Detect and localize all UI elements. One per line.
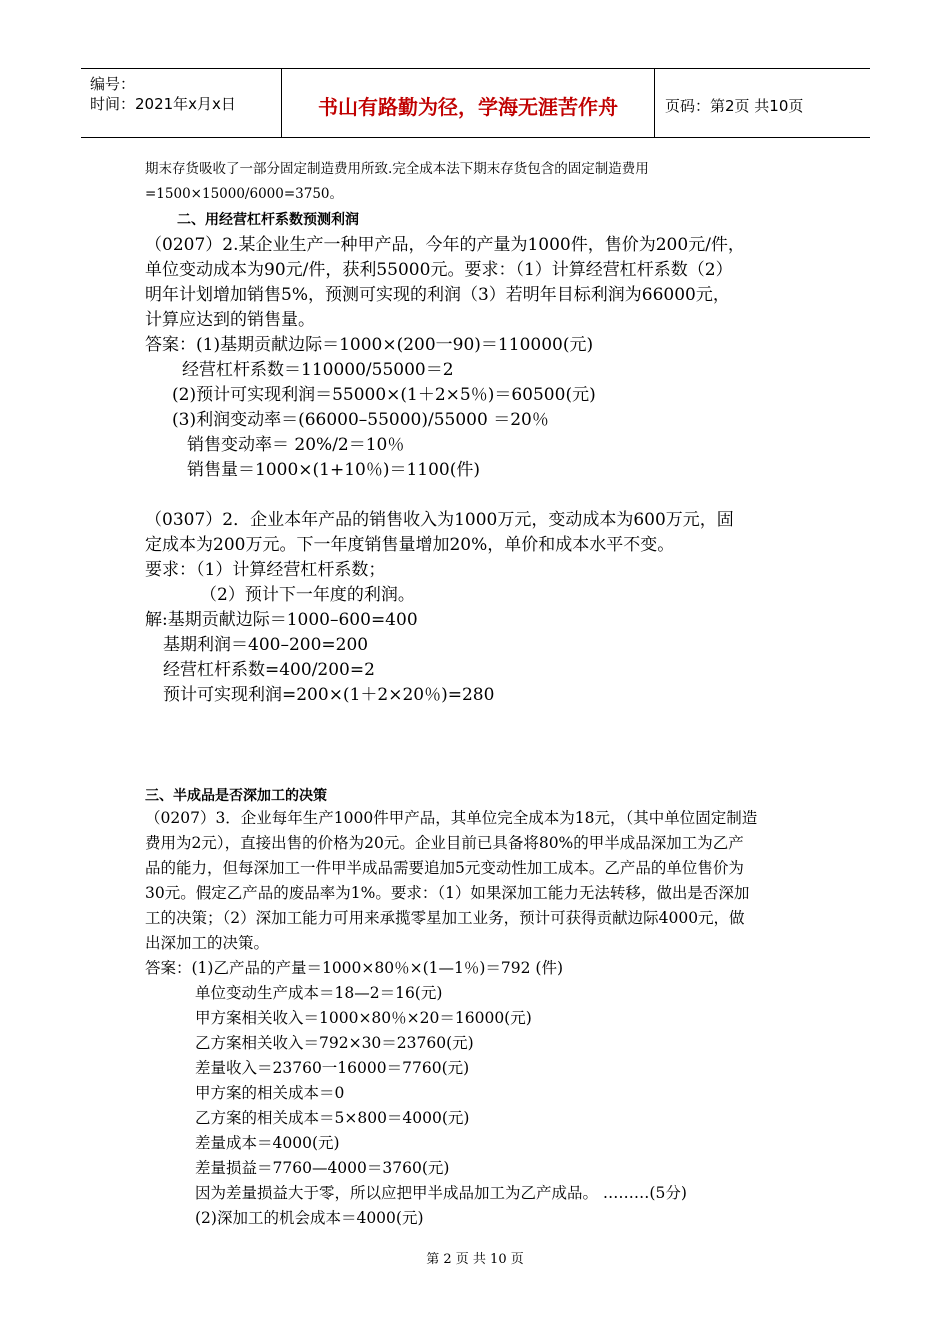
question-line: （0207）2.某企业生产一种甲产品，今年的产量为1000件，售价为200元/件， [145, 235, 745, 255]
question-line: 计算应达到的销售量。 [145, 310, 315, 330]
answer-line: 甲方案的相关成本＝0 [195, 1084, 345, 1102]
question-line: 定成本为200万元。下一年度销售量增加20%，单价和成本水平不变。 [145, 535, 675, 555]
answer-line: 答案：(1)基期贡献边际＝1000×(200一90)＝110000(元) [145, 335, 594, 355]
section-heading: 二、用经营杠杆系数预测利润 [177, 212, 359, 228]
answer-line: 乙方案的相关成本＝5×800＝4000(元) [195, 1109, 470, 1127]
question-line: （0307）2．企业本年产品的销售收入为1000万元，变动成本为600万元，固 [145, 510, 734, 530]
question-line: 品的能力，但每深加工一件甲半成品需要追加5元变动性加工成本。乙产品的单位售价为 [145, 859, 744, 877]
intro-line: =1500×15000/6000=3750。 [145, 186, 343, 202]
answer-line: 乙方案相关收入＝792×30＝23760(元) [195, 1034, 474, 1052]
answer-line: 基期利润＝400–200=200 [163, 635, 369, 655]
answer-line: 答案：(1)乙产品的产量＝1000×80％×(1—1％)＝792 (件) [145, 959, 564, 977]
answer-line: 差量收入＝23760一16000＝7760(元) [195, 1059, 470, 1077]
header-motto-cell [282, 69, 655, 137]
page-footer: 第 2 页 共 10 页 [426, 1252, 524, 1267]
answer-line: 销售变动率＝ 20%/2＝10％ [187, 435, 405, 455]
question-line: 单位变动成本为90元/件，获利55000元。要求：（1）计算经营杠杆系数（2） [145, 260, 733, 280]
header-page-cell [655, 69, 870, 137]
question-line: 工的决策；（2）深加工能力可用来承揽零星加工业务，预计可获得贡献边际4000元，做 [145, 909, 745, 927]
answer-line: 单位变动生产成本＝18—2＝16(元) [195, 984, 443, 1002]
answer-line: 预计可实现利润=200×(1＋2×20％)=280 [163, 685, 495, 705]
answer-line: (3)利润变动率＝(66000–55000)/55000 ＝20％ [172, 410, 549, 430]
question-line: （0207）3．企业每年生产1000件甲产品，其单位完全成本为18元，（其中单位固定制造 [145, 809, 758, 827]
section-heading: 三、半成品是否深加工的决策 [145, 788, 327, 804]
answer-line: (2)预计可实现利润＝55000×(1＋2×5％)＝60500(元) [172, 385, 596, 405]
answer-line: 经营杠杆系数＝110000/55000＝2 [182, 360, 454, 380]
date-label: 时间：2021年x月x日 [90, 95, 236, 113]
code-label: 编号： [90, 75, 136, 93]
header-meta-cell [81, 69, 282, 137]
intro-line: 期末存货吸收了一部分固定制造费用所致.完全成本法下期末存货包含的固定制造费用 [145, 161, 649, 177]
answer-line: 因为差量损益大于零，所以应把甲半成品加工为乙产成品。 ………(5分) [195, 1184, 687, 1202]
answer-line: 差量成本＝4000(元) [195, 1134, 340, 1152]
question-line: 出深加工的决策。 [145, 934, 270, 952]
question-line: 要求：（1）计算经营杠杆系数； [145, 560, 386, 580]
question-line: 30元。假定乙产品的废品率为1%。要求：（1）如果深加工能力无法转移，做出是否深加 [145, 884, 750, 902]
page-info: 页码：第2页 共10页 [665, 97, 804, 115]
question-line: （2）预计下一年度的利润。 [200, 585, 415, 605]
answer-line: 解:基期贡献边际＝1000–600=400 [145, 610, 418, 630]
answer-line: 差量损益＝7760—4000＝3760(元) [195, 1159, 450, 1177]
answer-line: 销售量＝1000×(1+10％)＝1100(件) [187, 460, 480, 480]
answer-line: 甲方案相关收入＝1000×80％×20＝16000(元) [195, 1009, 532, 1027]
page-header [81, 68, 870, 138]
question-line: 费用为2元），直接出售的价格为20元。企业目前已具备将80%的甲半成品深加工为乙产 [145, 834, 744, 852]
motto-text: 书山有路勤为径，学海无涯苦作舟 [318, 95, 618, 119]
question-line: 明年计划增加销售5%，预测可实现的利润（3）若明年目标利润为66000元， [145, 285, 730, 305]
answer-line: 经营杠杆系数=400/200=2 [163, 660, 375, 680]
answer-line: (2)深加工的机会成本＝4000(元) [195, 1209, 424, 1227]
